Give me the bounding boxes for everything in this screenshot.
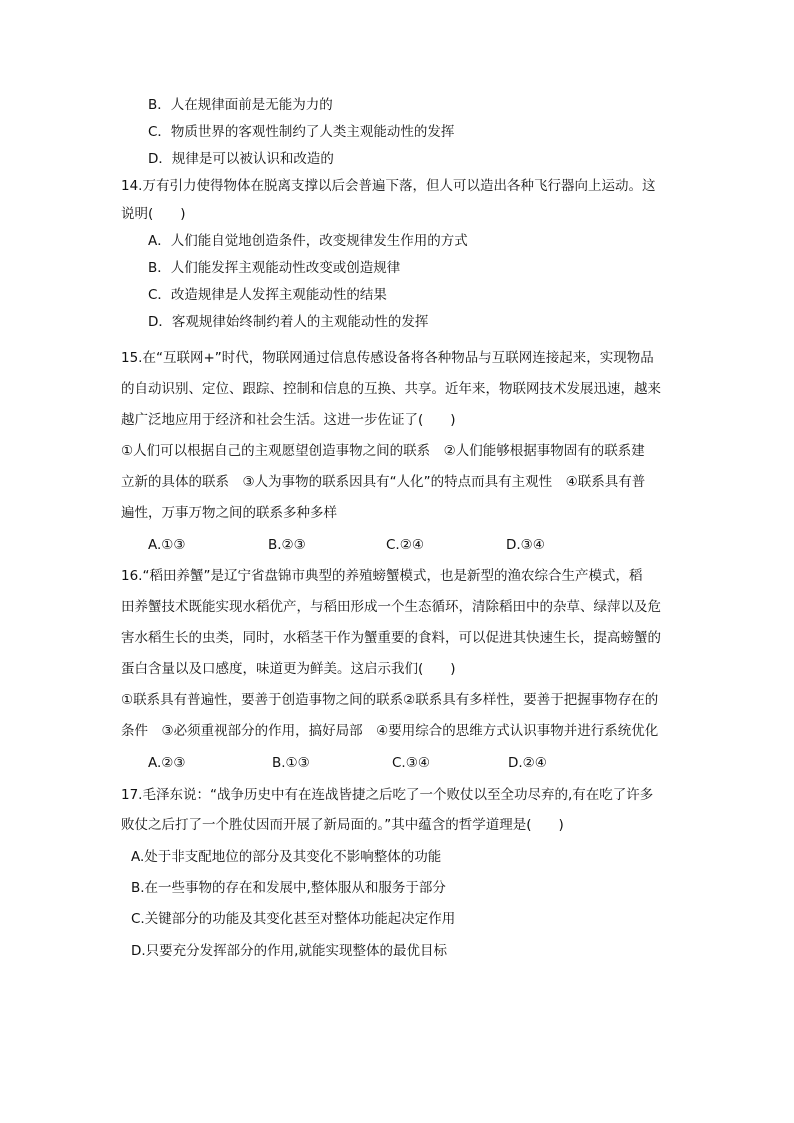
q16-stem-line-1: 16.“稻田养蟹”是辽宁省盘锦市典型的养殖螃蟹模式，也是新型的渔农综合生产模式，稻 xyxy=(121,568,643,584)
q15-stem-line-3: 越广泛地应用于经济和社会生活。这进一步佐证了( ) xyxy=(121,412,456,428)
q17-option-a: A.处于非支配地位的部分及其变化不影响整体的功能 xyxy=(131,849,442,865)
q13-option-c: C．物质世界的客观性制约了人类主观能动性的发挥 xyxy=(148,124,455,140)
q15-statement-line-3: 遍性，万事万物之间的联系多种多样 xyxy=(121,505,337,521)
q14-option-d: D．客观规律始终制约着人的主观能动性的发挥 xyxy=(148,314,429,330)
q16-stem-line-4: 蛋白含量以及口感度，味道更为鲜美。这启示我们( ) xyxy=(121,661,456,677)
q16-choice-c: C.③④ xyxy=(392,755,430,771)
q16-stem-line-2: 田养蟹技术既能实现水稻优产，与稻田形成一个生态循环，清除稻田中的杂草、绿萍以及危 xyxy=(121,599,661,615)
q15-choice-b: B.②③ xyxy=(268,537,306,553)
q15-stem-line-1: 15.在“互联网+”时代，物联网通过信息传感设备将各种物品与互联网连接起来，实现物品 xyxy=(121,350,654,366)
q17-option-d: D.只要充分发挥部分的作用,就能实现整体的最优目标 xyxy=(131,943,447,959)
q17-stem-line-2: 败仗之后打了一个胜仗因而开展了新局面的。”其中蕴含的哲学道理是( ) xyxy=(121,817,564,833)
q16-choice-b: B.①③ xyxy=(272,755,310,771)
q15-choice-d: D.③④ xyxy=(506,537,545,553)
q14-stem-line-1: 14.万有引力使得物体在脱离支撑以后会普遍下落，但人可以造出各种飞行器向上运动。这 xyxy=(121,178,656,194)
q14-stem-line-2: 说明( ) xyxy=(121,206,186,222)
q16-statement-line-2: 条件 ③必须重视部分的作用，搞好局部 ④要用综合的思维方式认识事物并进行系统优化 xyxy=(121,723,659,739)
q13-option-b: B．人在规律面前是无能为力的 xyxy=(148,97,333,113)
q16-statement-line-1: ①联系具有普遍性，要善于创造事物之间的联系②联系具有多样性，要善于把握事物存在的 xyxy=(121,692,659,708)
q16-choice-a: A.②③ xyxy=(148,755,186,771)
q16-choice-d: D.②④ xyxy=(508,755,547,771)
q15-statement-line-2: 立新的具体的联系 ③人为事物的联系因具有“人化”的特点而具有主观性 ④联系具有普 xyxy=(121,474,646,490)
q17-option-c: C.关键部分的功能及其变化甚至对整体功能起决定作用 xyxy=(131,911,456,927)
q16-stem-line-3: 害水稻生长的虫类，同时，水稻茎干作为蟹重要的食料，可以促进其快速生长，提高螃蟹的 xyxy=(121,630,661,646)
q15-choice-a: A.①③ xyxy=(148,537,186,553)
q14-option-c: C．改造规律是人发挥主观能动性的结果 xyxy=(148,287,387,303)
q17-stem-line-1: 17.毛泽东说：“战争历史中有在连战皆捷之后吃了一个败仗以至全功尽弃的,有在吃了许多 xyxy=(121,787,654,803)
q15-stem-line-2: 的自动识别、定位、跟踪、控制和信息的互换、共享。近年来，物联网技术发展迅速，越来 xyxy=(121,381,661,397)
q15-statement-line-1: ①人们可以根据自己的主观愿望创造事物之间的联系 ②人们能够根据事物固有的联系建 xyxy=(121,443,645,459)
q17-option-b: B.在一些事物的存在和发展中,整体服从和服务于部分 xyxy=(131,880,446,896)
q14-option-a: A．人们能自觉地创造条件，改变规律发生作用的方式 xyxy=(148,233,468,249)
q15-choice-c: C.②④ xyxy=(386,537,424,553)
q13-option-d: D．规律是可以被认识和改造的 xyxy=(148,151,334,167)
q14-option-b: B．人们能发挥主观能动性改变或创造规律 xyxy=(148,260,401,276)
